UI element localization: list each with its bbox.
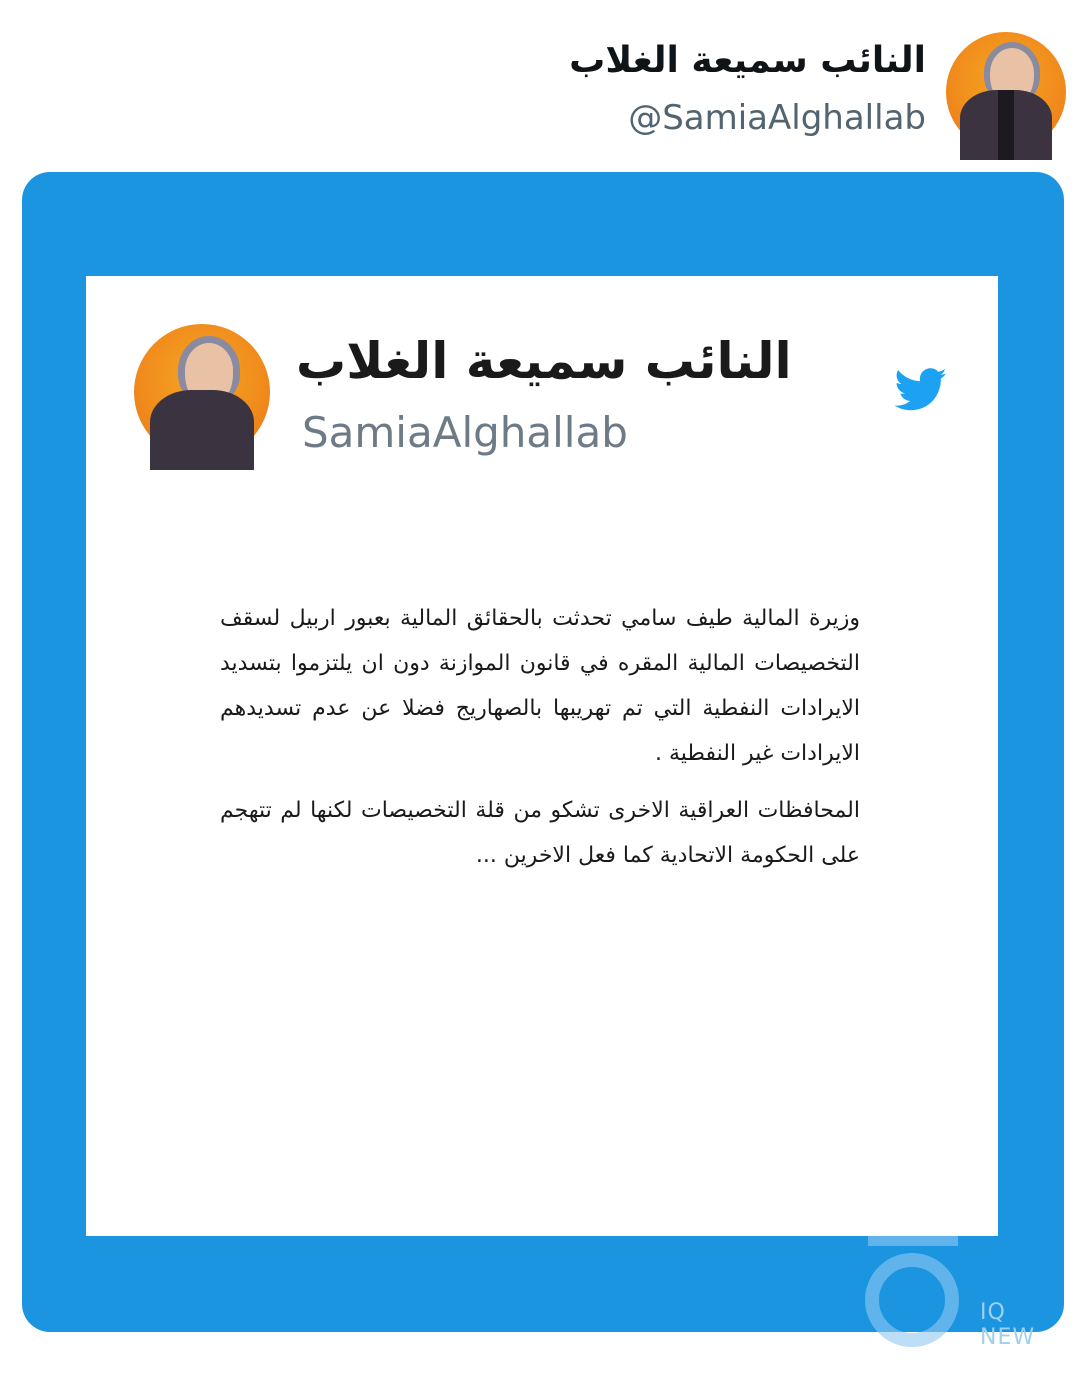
- tweet-paragraph-2: المحافظات العراقية الاخرى تشكو من قلة التخصيصات لكنها لم تتهجم على الحكومة الاتحادية كما فعل الاخرين ...: [220, 798, 860, 868]
- image-attachment[interactable]: [22, 172, 1064, 1350]
- tweet-paragraph-1: وزيرة المالية طيف سامي تحدثت بالحقائق المالية بعبور اربيل لسقف التخصيصات المالية المقره في قانون الموازنة دون ان يلتزموا بتسديد الايرادات النفطية التي تم تهريبها بالصهاريج فضلا عن عدم تسديدهم الايرادات غير النفطية .: [220, 606, 860, 766]
- display-name[interactable]: النائب سميعة الغلاب: [569, 40, 926, 81]
- avatar[interactable]: [946, 32, 1066, 152]
- user-handle[interactable]: @SamiaAlghallab: [628, 98, 926, 138]
- card-display-name: النائب سميعة الغلاب: [296, 332, 792, 390]
- tweet-header: [526, 28, 1066, 158]
- card-avatar: [134, 324, 270, 460]
- watermark-text: IQ NEW: [980, 1300, 1036, 1350]
- card-handle: SamiaAlghallab: [302, 408, 628, 457]
- tweet-text: [220, 596, 860, 890]
- twitter-bird-icon: [894, 368, 948, 412]
- quoted-tweet-card: [86, 276, 998, 1236]
- avatar-body: [960, 90, 1052, 160]
- card-avatar-body: [150, 390, 254, 470]
